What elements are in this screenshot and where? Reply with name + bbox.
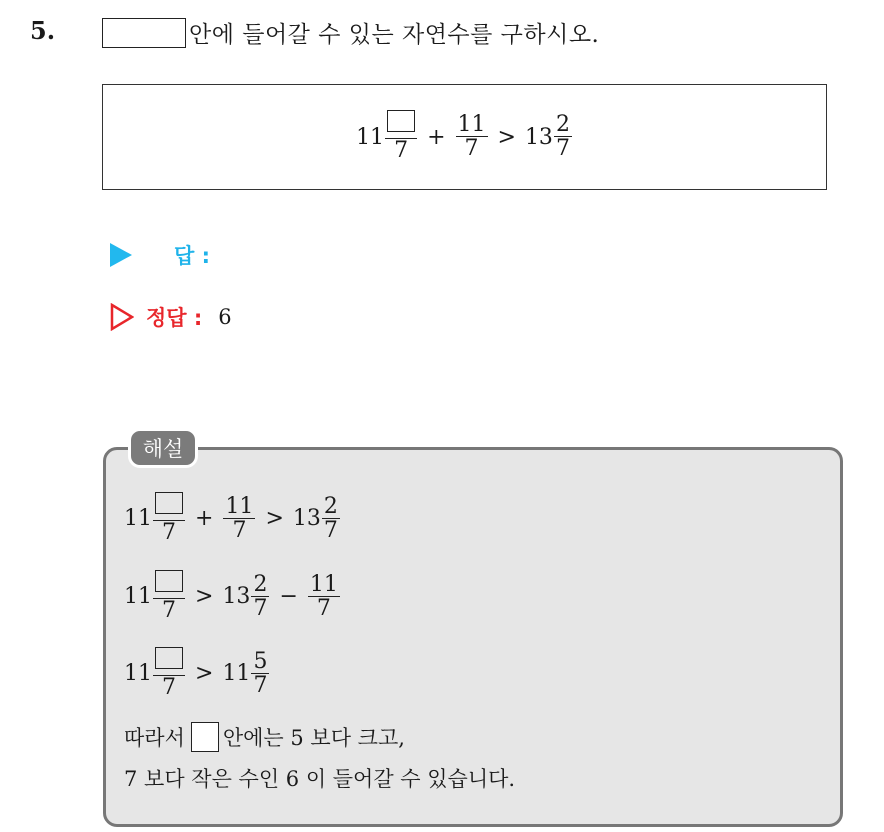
solution-text-suffix: 안에는 5 보다 크고, [222, 726, 405, 750]
whole-number: 11 [356, 124, 385, 150]
whole-number: 11 [124, 506, 152, 532]
operator-plus: + [427, 124, 446, 150]
solution-text-2: 7 보다 작은 수인 6 이 들어갈 수 있습니다. [124, 767, 516, 791]
numerator: 11 [309, 571, 338, 597]
mixed-fraction-unknown [385, 110, 417, 163]
numerator: 2 [555, 111, 570, 137]
question-prompt-line [102, 16, 599, 49]
operator-greater: > [195, 661, 214, 687]
solution-line-3 [124, 647, 270, 700]
operator-plus: + [195, 506, 214, 532]
mixed-fraction-unknown [153, 647, 185, 700]
unknown-numerator-box [155, 570, 183, 592]
denominator: 7 [555, 135, 570, 161]
numerator: 11 [457, 111, 486, 137]
operator-minus: − [279, 584, 298, 610]
fraction [223, 495, 255, 543]
answer-row [110, 240, 210, 270]
answer-blank-box-small [191, 722, 219, 752]
numerator: 2 [253, 571, 268, 597]
whole-number: 11 [222, 661, 251, 687]
correct-answer-row [110, 302, 232, 332]
operator-greater: > [265, 506, 284, 532]
whole-number: 11 [124, 661, 152, 687]
denominator: 7 [394, 138, 409, 164]
unknown-numerator-box [155, 492, 183, 514]
denominator: 7 [253, 672, 268, 698]
inequality-expression [356, 110, 573, 163]
denominator: 7 [162, 598, 176, 624]
operator-greater: > [497, 124, 516, 150]
play-triangle-icon [110, 243, 132, 267]
question-prompt: 안에 들어갈 수 있는 자연수를 구하시오. [189, 22, 600, 48]
solution-text-1 [124, 722, 405, 752]
correct-answer-label: 정답 : [146, 306, 203, 330]
mixed-fraction-unknown [153, 492, 185, 545]
whole-number: 13 [222, 584, 251, 610]
fraction [554, 113, 572, 161]
fraction [456, 113, 488, 161]
expression-box [102, 84, 827, 190]
operator-greater: > [195, 584, 214, 610]
fraction [308, 573, 340, 621]
denominator: 7 [253, 595, 268, 621]
mixed-fraction-unknown [153, 570, 185, 623]
unknown-numerator-box [387, 110, 415, 132]
numerator: 2 [323, 493, 338, 519]
fraction [322, 495, 340, 543]
solution-line-2 [124, 570, 341, 623]
whole-number: 13 [292, 506, 321, 532]
fraction [251, 573, 269, 621]
denominator: 7 [464, 135, 479, 161]
solution-line-1 [124, 492, 341, 545]
whole-number: 13 [524, 124, 553, 150]
answer-label: 답 : [174, 244, 210, 268]
outline-triangle-icon [110, 303, 134, 331]
solution-text-prefix: 따라서 [124, 726, 185, 750]
unknown-numerator-box [155, 647, 183, 669]
denominator: 7 [162, 520, 176, 546]
denominator: 7 [323, 517, 338, 543]
solution-tab: 해설 [128, 428, 198, 468]
denominator: 7 [162, 675, 176, 701]
answer-blank-box [102, 18, 186, 48]
correct-answer-value: 6 [218, 305, 232, 329]
denominator: 7 [232, 517, 247, 543]
question-number: 5. [30, 16, 56, 45]
numerator: 11 [225, 493, 254, 519]
whole-number: 11 [124, 584, 152, 610]
denominator: 7 [316, 595, 331, 621]
fraction [251, 650, 269, 698]
numerator: 5 [253, 648, 268, 674]
